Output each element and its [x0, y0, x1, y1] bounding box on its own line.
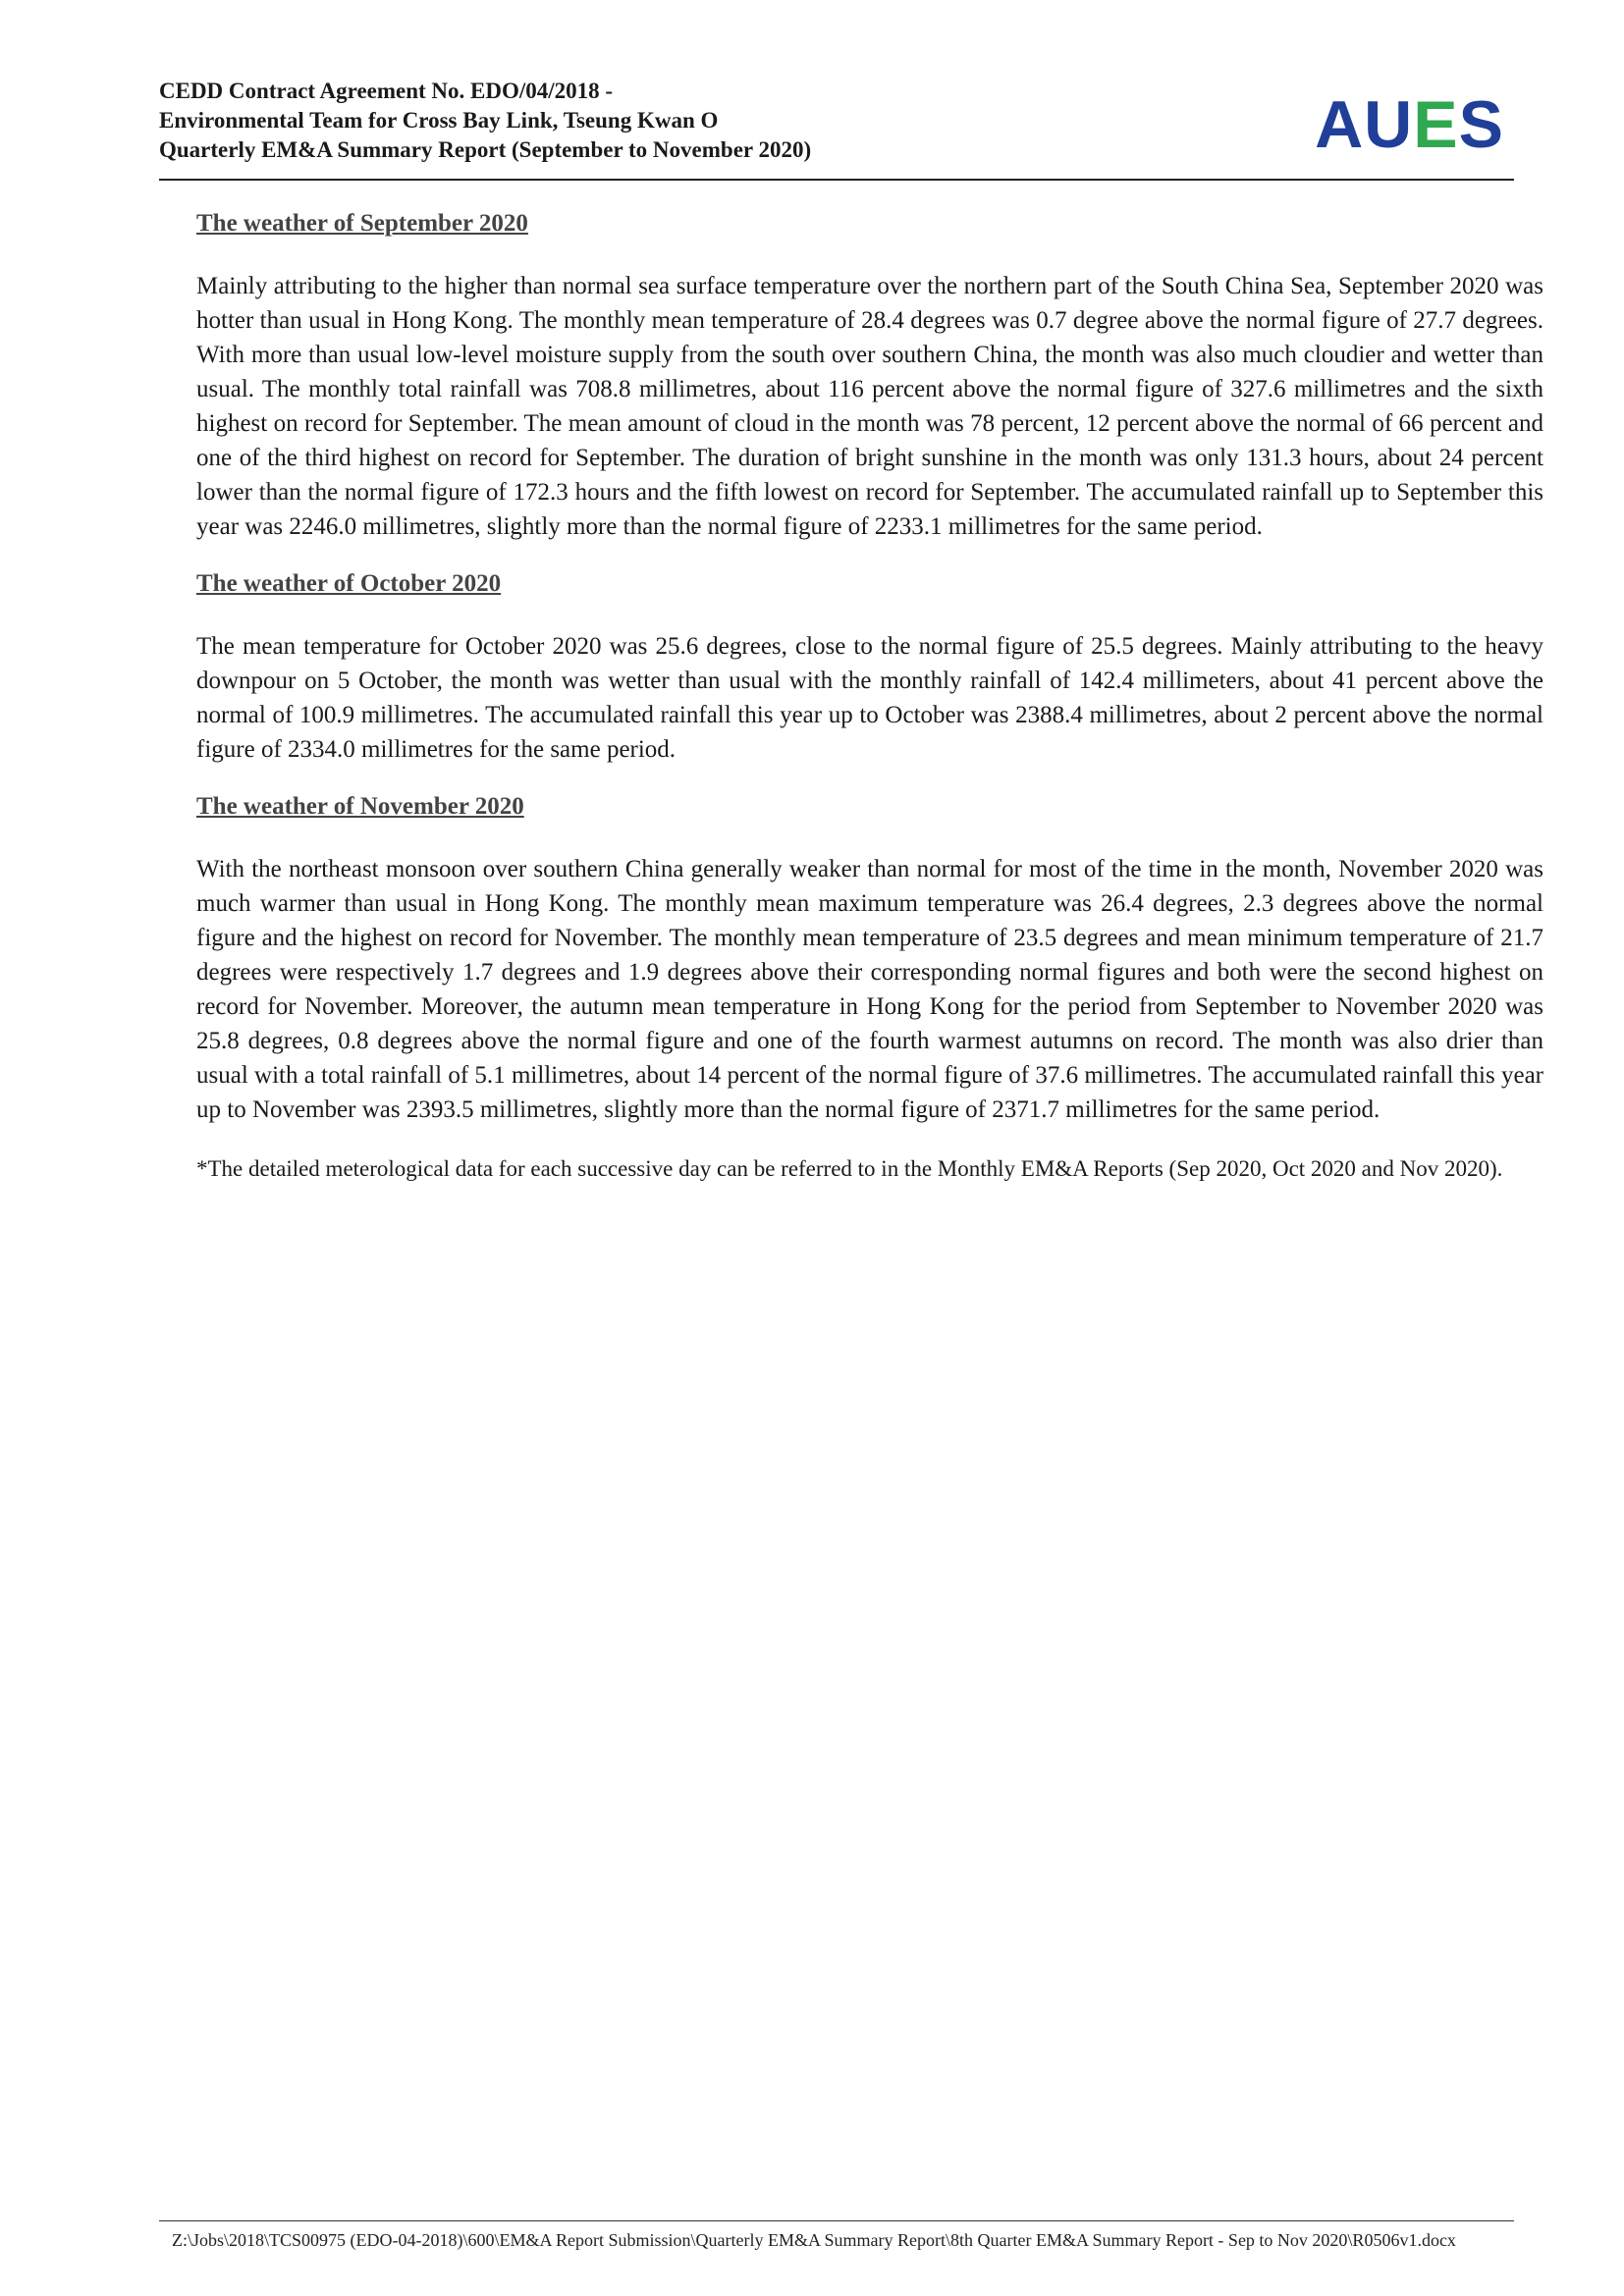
header-divider [159, 179, 1514, 181]
document-body [196, 209, 1543, 1185]
header-title-block [159, 77, 811, 165]
logo-au: AU [1315, 87, 1414, 162]
section-paragraph: The mean temperature for October 2020 was 25.6 degrees, close to the normal figure of 25.5 degrees. Mainly attributing to the heavy downpour on 5 October, the month was wetter than usual with the monthly rainfall of 142.4 millimeters, about 41 percent above the normal of 100.9 millimetres. The accumulated rainfall this year up to October was 2388.4 millimetres, about 2 percent above the normal figure of 2334.0 millimetres for the same period. [196, 633, 1543, 763]
logo-e: E [1413, 87, 1459, 162]
logo-s: S [1458, 87, 1504, 162]
section-november [196, 792, 1543, 1127]
header-team-line: Environmental Team for Cross Bay Link, Tseung Kwan O [159, 108, 719, 133]
footnote: *The detailed meterological data for each successive day can be referred to in the Monthly EM&A Reports (Sep 2020, Oct 2020 and Nov 2020). [196, 1156, 1503, 1181]
footer-file-path: Z:\Jobs\2018\TCS00975 (EDO-04-2018)\600\EM&A Report Submission\Quarterly EM&A Summary Report\8th Quarter EM&A Summary Report - Sep to Nov 2020\R0506v1.docx [172, 2230, 1456, 2250]
header-report-line: Quarterly EM&A Summary Report (September to November 2020) [159, 137, 812, 162]
section-october [196, 569, 1543, 767]
section-paragraph: Mainly attributing to the higher than normal sea surface temperature over the northern part of the South China Sea, September 2020 was hotter than usual in Hong Kong. The monthly mean temperature of 28.4 degrees was 0.7 degree above the normal figure of 27.7 degrees. With more than usual low-level moisture supply from the south over southern China, the month was also much cloudier and wetter than usual. The monthly total rainfall was 708.8 millimetres, about 116 percent above the normal figure of 327.6 millimetres and the sixth highest on record for September. The mean amount of cloud in the month was 78 percent, 12 percent above the normal of 66 percent and one of the third highest on record for September. The duration of bright sunshine in the month was only 131.3 hours, about 24 percent lower than the normal figure of 172.3 hours and the fifth lowest on record for September. The accumulated rainfall up to September this year was 2246.0 millimetres, slightly more than the normal figure of 2233.1 millimetres for the same period. [196, 273, 1543, 540]
section-paragraph: With the northeast monsoon over southern China generally weaker than normal for most of the time in the month, November 2020 was much warmer than usual in Hong Kong. The monthly mean maximum temperature was 26.4 degrees, 2.3 degrees above the normal figure and the highest on record for November. The monthly mean temperature of 23.5 degrees and mean minimum temperature of 21.7 degrees were respectively 1.7 degrees and 1.9 degrees above their corresponding normal figures and both were the second highest on record for November. Moreover, the autumn mean temperature in Hong Kong for the period from September to November 2020 was 25.8 degrees, 0.8 degrees above the normal figure and one of the fourth warmest autumns on record. The month was also drier than usual with a total rainfall of 5.1 millimetres, about 14 percent of the normal figure of 37.6 millimetres. The accumulated rainfall this year up to November was 2393.5 millimetres, slightly more than the normal figure of 2371.7 millimetres for the same period. [196, 856, 1543, 1123]
page-header [159, 77, 1514, 179]
header-contract-line: CEDD Contract Agreement No. EDO/04/2018 - [159, 79, 614, 103]
section-heading: The weather of November 2020 [196, 793, 524, 820]
aues-logo [1315, 87, 1504, 162]
section-september [196, 209, 1543, 544]
section-heading: The weather of October 2020 [196, 570, 502, 597]
footer-divider [159, 2220, 1514, 2221]
section-heading: The weather of September 2020 [196, 210, 528, 237]
